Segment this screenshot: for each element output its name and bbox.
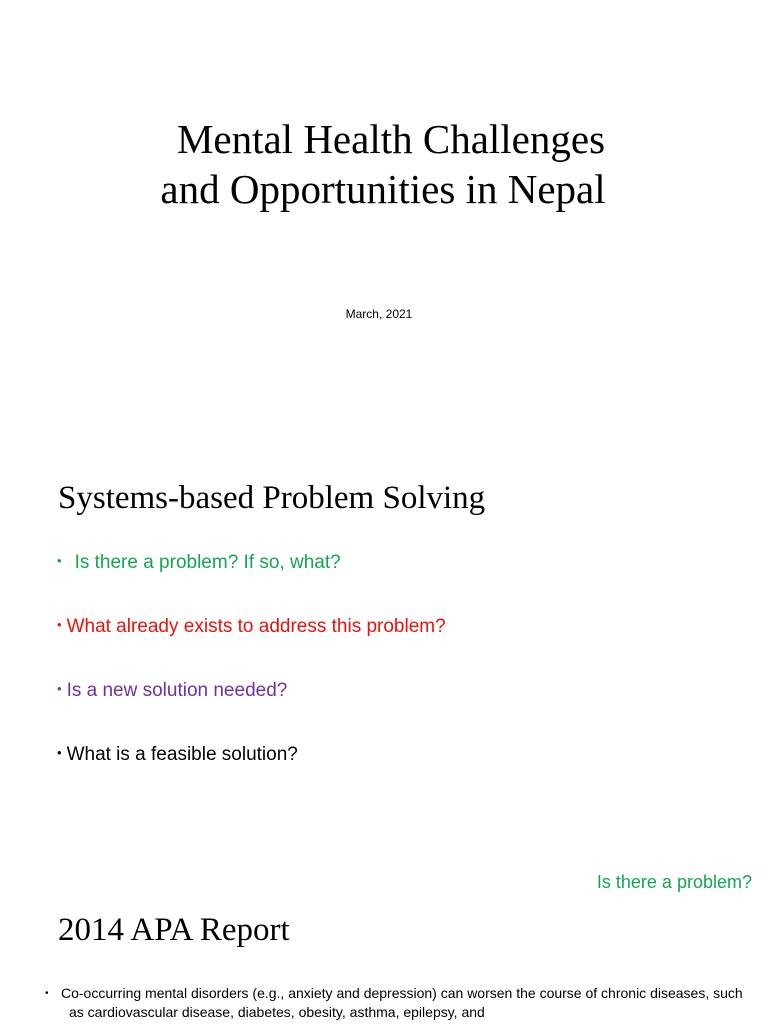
title-slide [0,0,768,448]
apa-report-slide [0,848,768,1024]
bullet-item-existing [57,616,446,638]
presentation-title-line-2: and Opportunities in Nepal [160,166,606,212]
presentation-title-line-1: Mental Health Challenges [176,116,606,162]
report-bullet-text: Co-occurring mental disorders (e.g., anxiety and depression) can worsen the course of chronic diseases, such as cardiovascular disease, diabetes, obesity, asthma, epilepsy, and [61,985,743,1020]
systems-problem-solving-slide [0,448,768,848]
bullet-icon: • [57,617,62,632]
bullet-text: What is a feasible solution? [66,744,298,765]
presentation-date: March, 2021 [345,307,413,321]
bullet-icon: • [57,553,62,568]
bullet-icon: • [57,681,62,696]
slide-heading: 2014 APA Report [58,912,290,948]
bullet-item-problem [57,552,341,574]
report-bullet-paragraph: • Co-occurring mental disorders (e.g., anxiety and depression) can worsen the course of chronic diseases, such as cardiovascular disease, diabetes, obesity, asthma, epilepsy, and [45,985,743,1020]
bullet-item-feasible [57,744,298,766]
bullet-icon: • [57,745,62,760]
corner-note: Is there a problem? [596,872,752,892]
presentation-title [0,114,768,214]
bullet-text: Is a new solution needed? [66,680,288,701]
bullet-text: What already exists to address this problem? [66,616,446,637]
bullet-text: Is there a problem? If so, what? [74,552,341,573]
slide-heading: Systems-based Problem Solving [58,480,486,516]
bullet-item-new-solution [57,680,287,702]
report-bullet [45,984,747,1022]
